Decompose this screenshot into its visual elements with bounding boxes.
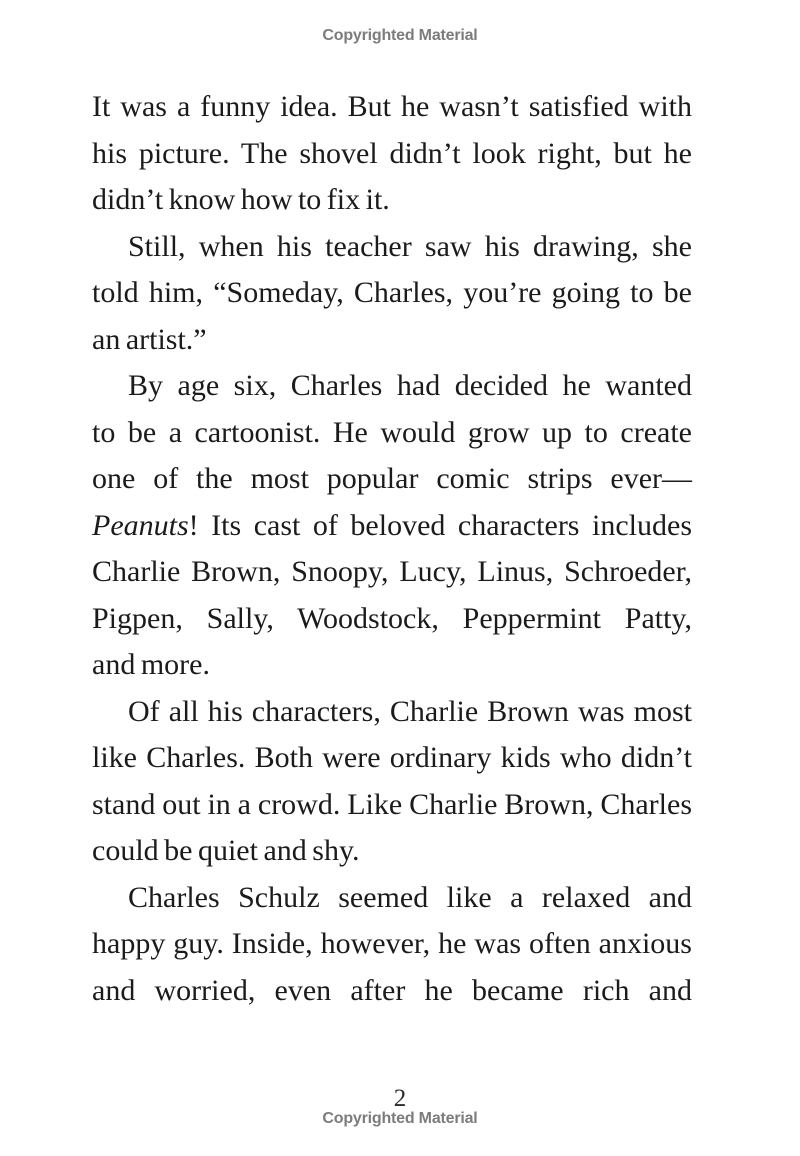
text-segment: one of the most popular comic strips ever— [92,462,692,495]
text-line [92,224,692,271]
text-segment: stand out in a crowd. Like Charlie Brown, Charles [92,787,692,821]
text-line [92,131,692,178]
text-segment: happy guy. Inside, however, he was often anxious [92,927,692,960]
text-segment: and worried, even after he became rich and [92,973,692,1007]
paragraph [92,84,692,224]
copyright-notice-top: Copyrighted Material [322,27,478,44]
copyright-notice-bottom: Copyrighted Material [322,1110,478,1127]
text-segment: an artist.” [92,322,207,356]
text-line [92,921,692,968]
paragraph [92,689,692,875]
text-segment: to be a cartoonist. He would grow up to create [92,415,692,449]
text-line [92,642,692,689]
text-segment: ! Its cast of beloved characters includes [188,508,692,542]
page-number: 2 [393,1085,407,1112]
text-line [92,549,692,596]
paragraph [92,224,692,364]
text-line [92,782,692,829]
text-line [92,875,692,922]
text-line [92,456,692,503]
text-segment: like Charles. Both were ordinary kids who didn’t [92,741,692,774]
italic-text: Peanuts [92,508,189,542]
text-segment: and more. [92,648,210,681]
text-line [92,596,692,643]
text-segment: told him, “Someday, Charles, you’re going to be [92,276,692,309]
text-line [92,968,692,1015]
text-line [92,410,692,457]
text-line [92,177,692,224]
text-segment: Still, when his teacher saw his drawing, she [128,229,692,263]
text-segment: By age six, Charles had decided he wanted [128,369,692,402]
text-line [92,828,692,875]
text-line [92,317,692,364]
text-segment: Pigpen, Sally, Woodstock, Peppermint Patty, [92,601,692,635]
paragraph [92,875,692,1015]
text-line [92,363,692,410]
text-line [92,503,692,550]
text-segment: could be quiet and shy. [92,834,360,867]
text-segment: didn’t know how to fix it. [92,183,390,216]
text-line [92,84,692,131]
text-line [92,689,692,736]
body-text [92,84,692,1014]
text-line [92,735,692,782]
paragraph [92,363,692,689]
text-segment: Charles Schulz seemed like a relaxed and [128,880,692,914]
text-segment: his picture. The shovel didn’t look right, but he [92,136,692,170]
text-segment: It was a funny idea. But he wasn’t satisfied with [92,90,692,123]
text-segment: Of all his characters, Charlie Brown was most [128,694,692,728]
text-line [92,270,692,317]
text-segment: Charlie Brown, Snoopy, Lucy, Linus, Schroeder, [92,555,692,588]
